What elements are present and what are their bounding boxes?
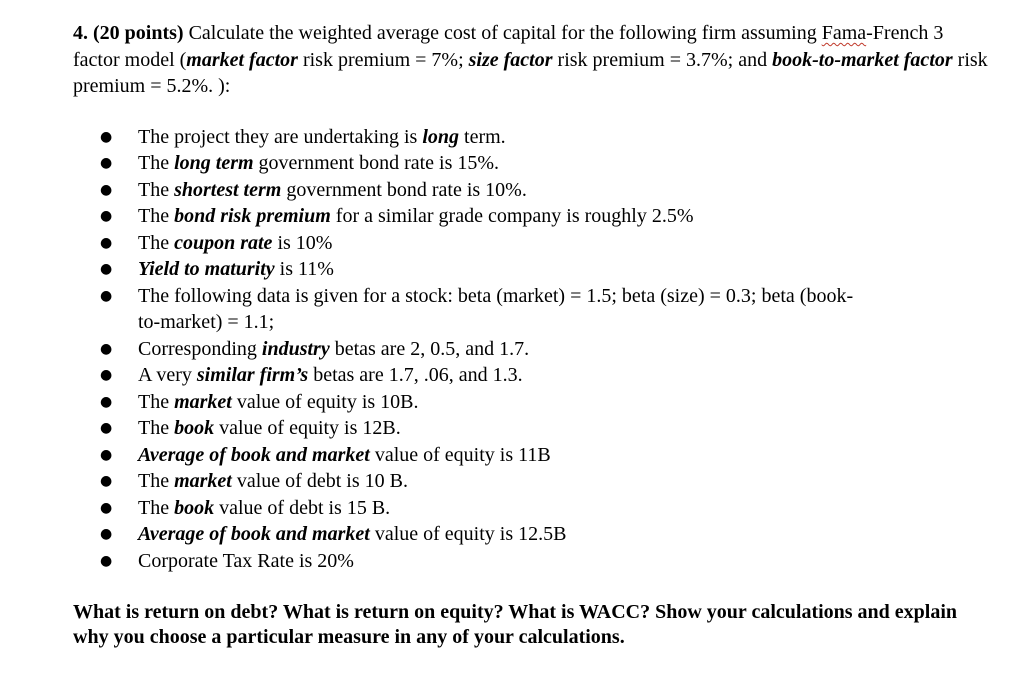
fact-text-after: betas are 1.7, .06, and 1.3. [308,364,523,386]
bullet-icon: ● [100,446,113,463]
bullet-icon: ● [100,393,113,410]
fact-text: A very [138,364,197,386]
bullet-icon: ● [100,128,113,145]
fact-emphasis: Yield to maturity [138,258,275,280]
fact-text: The [138,231,175,254]
fact-emphasis: Average of book and market [138,523,370,545]
bullet-icon: ● [100,340,113,357]
bullet-icon: ● [100,234,113,251]
bullet-icon: ● [100,287,113,304]
fact-item [73,177,873,204]
fact-text-after: value of equity is 12B. [214,417,401,439]
fact-item [73,124,873,151]
fact-item [73,362,873,389]
fact-emphasis: industry [261,337,330,360]
bullet-icon: ● [100,473,113,489]
fact-emphasis: market [174,470,232,492]
fact-text-after: is 11% [274,258,334,280]
fact-item [73,442,873,469]
fact-emphasis: shortest term [174,178,282,201]
fact-text-after: value of debt is 15 B. [214,496,391,519]
fact-emphasis: book [174,417,215,439]
bullet-icon: ● [100,552,113,569]
fact-item [73,415,873,442]
market-factor-term: market factor [186,48,298,71]
fact-emphasis: long [422,125,460,148]
fact-emphasis: long term [174,152,254,174]
fact-emphasis: similar firm’s [196,364,309,386]
fact-text: The project they are undertaking is [138,125,423,148]
problem-points: (20 points) [93,22,184,44]
fact-item [73,468,873,495]
fact-text-after: value of equity is 11B [369,443,551,466]
fact-item [73,521,873,548]
problem-text-2: -French 3 factor model ( [73,22,944,71]
size-factor-term: size factor [468,48,553,71]
fact-item [73,389,873,416]
fact-text-after: is 10% [272,231,333,254]
fact-text-after: value of equity is 10B. [231,390,419,413]
btm-factor-term: book-to-market factor [772,48,953,71]
fact-emphasis: market [174,390,232,413]
fact-item [73,256,873,283]
bullet-icon: ● [100,181,113,198]
facts-list [73,124,993,575]
bullet-icon: ● [100,420,113,436]
fact-text-after: betas are 2, 0.5, and 1.7. [329,337,530,360]
bullet-icon: ● [100,499,113,516]
fact-text: The [138,470,175,492]
fact-item [73,203,873,230]
fact-text: The [138,390,175,413]
fact-text: Corresponding [138,337,262,360]
fact-text: Corporate Tax Rate is 20% [138,549,354,572]
problem-text-5: risk premium = 5.2%. ): [73,48,988,97]
fact-text: The [138,178,175,201]
fact-text: The [138,496,175,519]
fact-item [73,150,873,177]
problem-text-1: Calculate the weighted average cost of capital for the following firm assuming [183,22,822,44]
fact-emphasis: book [174,496,215,519]
fact-item [73,336,873,363]
fact-text: The following data is given for a stock: beta (market) = 1.5; beta (size) = 0.3; beta (book-to-market) = 1.1; [138,284,854,333]
fact-text-after: value of equity is 12.5B [369,523,567,545]
bullet-icon: ● [100,261,113,277]
fact-text-after: term. [459,125,506,148]
fact-text: The [138,152,175,174]
fact-text-after: for a similar grade company is roughly 2.5% [330,205,694,227]
fact-item [73,230,873,257]
problem-text-3: risk premium = 7%; [297,48,469,71]
problem-statement [73,20,993,100]
question-text: What is return on debt? What is return on equity? What is WACC? Show your calculations and explain why you choose a particular measure in any of your calculations. [73,601,958,648]
problem-number: 4. [73,22,88,44]
fact-text-after: government bond rate is 15%. [253,152,500,174]
fact-text-after: value of debt is 10 B. [231,470,408,492]
fact-emphasis: Average of book and market [138,443,370,466]
fact-text-after: government bond rate is 10%. [281,178,527,201]
bullet-icon: ● [100,208,113,224]
model-name-word: Fama [821,22,867,44]
fact-text: The [138,417,175,439]
fact-emphasis: coupon rate [174,231,273,254]
problem-text-4: risk premium = 3.7%; and [552,48,773,71]
bullet-icon: ● [100,155,113,171]
fact-emphasis: bond risk premium [174,205,331,227]
fact-text: The [138,205,175,227]
document-page [73,20,993,650]
bullet-icon: ● [100,367,113,383]
fact-item [73,548,873,575]
fact-item [73,495,873,522]
bullet-icon: ● [100,526,113,542]
fact-item [73,283,873,336]
